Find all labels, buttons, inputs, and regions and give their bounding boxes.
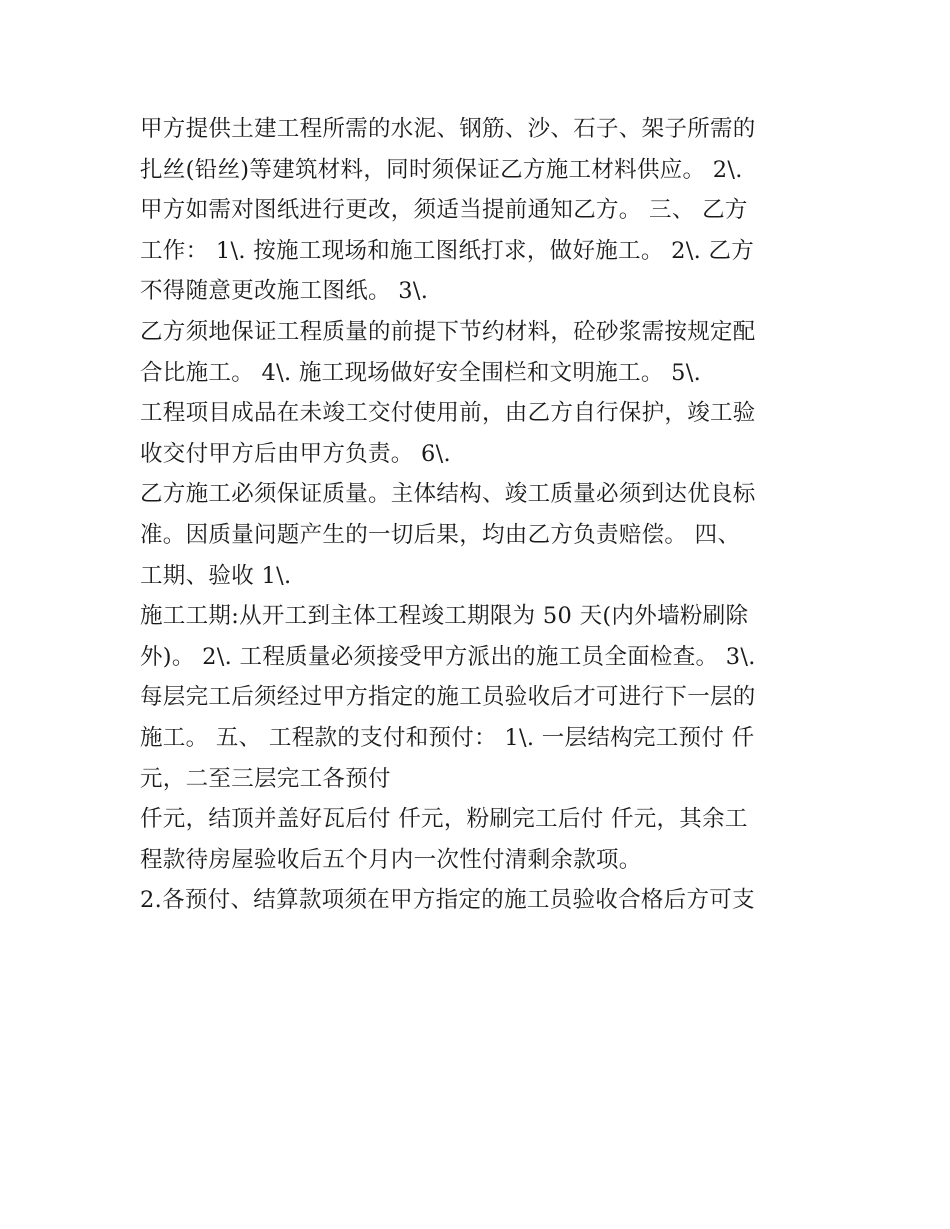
text-line: 外)。 2\. 工程质量必须接受甲方派出的施工员全面检查。 3\. — [140, 643, 756, 670]
text-line: 不得随意更改施工图纸。 3\. — [140, 278, 429, 305]
text-line: 乙方施工必须保证质量。主体结构、竣工质量必须到达优良标 — [140, 481, 756, 508]
text-line: 甲方提供土建工程所需的水泥、钢筋、沙、石子、架子所需的 — [140, 116, 756, 142]
text-line: 甲方如需对图纸进行更改，须适当提前通知乙方。 三、 乙方 — [140, 197, 748, 224]
text-line: 元，二至三层完工各预付 — [140, 765, 391, 792]
text-line: 仟元，结顶并盖好瓦后付 仟元，粉刷完工后付 仟元，其余工 — [140, 806, 748, 833]
text-line: 工作： 1\. 按施工现场和施工图纸打求，做好施工。 2\. 乙方 — [140, 237, 755, 264]
text-line: 工期、验收 1\. — [140, 562, 292, 589]
text-line: 扎丝(铅丝)等建筑材料，同时须保证乙方施工材料供应。 2\. — [140, 156, 743, 183]
text-line: 合比施工。 4\. 施工现场做好安全围栏和文明施工。 5\. — [140, 359, 702, 386]
text-line: 乙方须地保证工程质量的前提下节约材料，砼砂浆需按规定配 — [140, 318, 756, 345]
contract-body-text — [140, 109, 830, 921]
text-line: 施工工期:从开工到主体工程竣工期限为 50 天(内外墙粉刷除 — [140, 603, 749, 630]
text-line: 每层完工后须经过甲方指定的施工员验收后才可进行下一层的 — [140, 684, 756, 711]
text-line: 2.各预付、结算款项须在甲方指定的施工员验收合格后方可支 — [140, 887, 755, 914]
text-line: 程款待房屋验收后五个月内一次性付清剩余款项。 — [140, 846, 642, 873]
text-line: 施工。 五、 工程款的支付和预付： 1\. 一层结构完工预付 仟 — [140, 724, 755, 751]
text-line: 工程项目成品在未竣工交付使用前，由乙方自行保护，竣工验 — [140, 400, 756, 427]
text-line: 收交付甲方后由甲方负责。 6\. — [140, 440, 452, 467]
text-line: 准。因质量问题产生的一切后果，均由乙方负责赔偿。 四、 — [140, 521, 741, 548]
